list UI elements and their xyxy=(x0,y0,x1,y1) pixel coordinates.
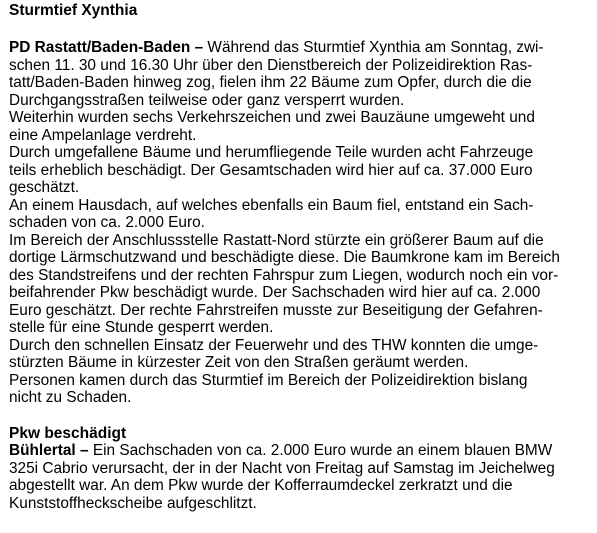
report-section-rastatt xyxy=(9,39,594,407)
paragraph-text: Während das Sturmtief Xynthia am Sonntag, zwi- xyxy=(203,39,544,56)
paragraph-line: Durch den schnellen Einsatz der Feuerwehr und des THW konnten die umge- xyxy=(9,336,539,354)
paragraph-line xyxy=(9,39,594,57)
paragraph-line: stelle für eine Stunde gesperrt werden. xyxy=(9,319,274,336)
paragraph-line: stürzten Bäume in kürzester Zeit von den Straßen geräumt werden. xyxy=(9,354,469,371)
paragraph-line: schaden von ca. 2.000 Euro. xyxy=(9,214,205,231)
paragraph-line: dortige Lärmschutzwand und beschädigte diese. Die Baumkrone kam im Bereich xyxy=(9,249,560,266)
paragraph-line xyxy=(9,442,594,460)
paragraph-line: 325i Cabrio verursacht, der in der Nacht von Freitag auf Samstag im Jeichelweg xyxy=(9,459,555,477)
paragraph-line: teils erheblich beschädigt. Der Gesamtschaden wird hier auf ca. 37.000 Euro xyxy=(9,161,533,179)
paragraph-line: Durch umgefallene Bäume und herumfliegende Teile wurden acht Fahrzeuge xyxy=(9,144,534,161)
paragraph-line: Euro geschätzt. Der rechte Fahrstreifen musste zur Beseitigung der Gefahren- xyxy=(9,301,543,319)
document-page xyxy=(9,0,594,512)
paragraph-line: Personen kamen durch das Sturmtief im Bereich der Polizeidirektion bislang xyxy=(9,371,528,389)
report-lead-location: PD Rastatt/Baden-Baden – xyxy=(9,39,204,56)
article-title: Sturmtief Xynthia xyxy=(9,2,138,19)
paragraph-line: beifahrender Pkw beschädigt wurde. Der Sachschaden wird hier auf ca. 2.000 xyxy=(9,284,541,301)
paragraph-line: Durchgangsstraßen teilweise oder ganz versperrt wurden. xyxy=(9,91,405,109)
paragraph-line: An einem Hausdach, auf welches ebenfalls ein Baum fiel, entstand ein Sach- xyxy=(9,196,534,214)
paragraph-line: Weiterhin wurden sechs Verkehrszeichen und zwei Bauzäune umgeweht und xyxy=(9,109,535,126)
paragraph-line: des Standstreifens und der rechten Fahrspur zum Liegen, wodurch noch ein vor- xyxy=(9,266,559,284)
paragraph-text: Ein Sachschaden von ca. 2.000 Euro wurde an einem blauen BMW xyxy=(88,442,553,459)
paragraph-line: tatt/Baden-Baden hinweg zog, fielen ihm 22 Bäume zum Opfer, durch die die xyxy=(9,74,532,91)
paragraph-line: Kunststoffheckscheibe aufgeschlitzt. xyxy=(9,494,257,512)
paragraph-line: schen 11. 30 und 16.30 Uhr über den Dienstbereich der Polizeidirektion Ras- xyxy=(9,56,533,74)
paragraph-line: nicht zu Schaden. xyxy=(9,389,132,406)
report-section-buehlertal xyxy=(9,425,594,513)
paragraph-line: Im Bereich der Anschlussstelle Rastatt-Nord stürzte ein größerer Baum auf die xyxy=(9,231,544,249)
paragraph-line: abgestellt war. An dem Pkw wurde der Kofferraumdeckel zerkratzt und die xyxy=(9,477,513,494)
paragraph-line: geschätzt. xyxy=(9,179,80,196)
section-heading: Pkw beschädigt xyxy=(9,424,127,442)
paragraph-line: eine Ampelanlage verdreht. xyxy=(9,126,197,144)
report-lead-location: Bühlertal – xyxy=(9,442,89,459)
